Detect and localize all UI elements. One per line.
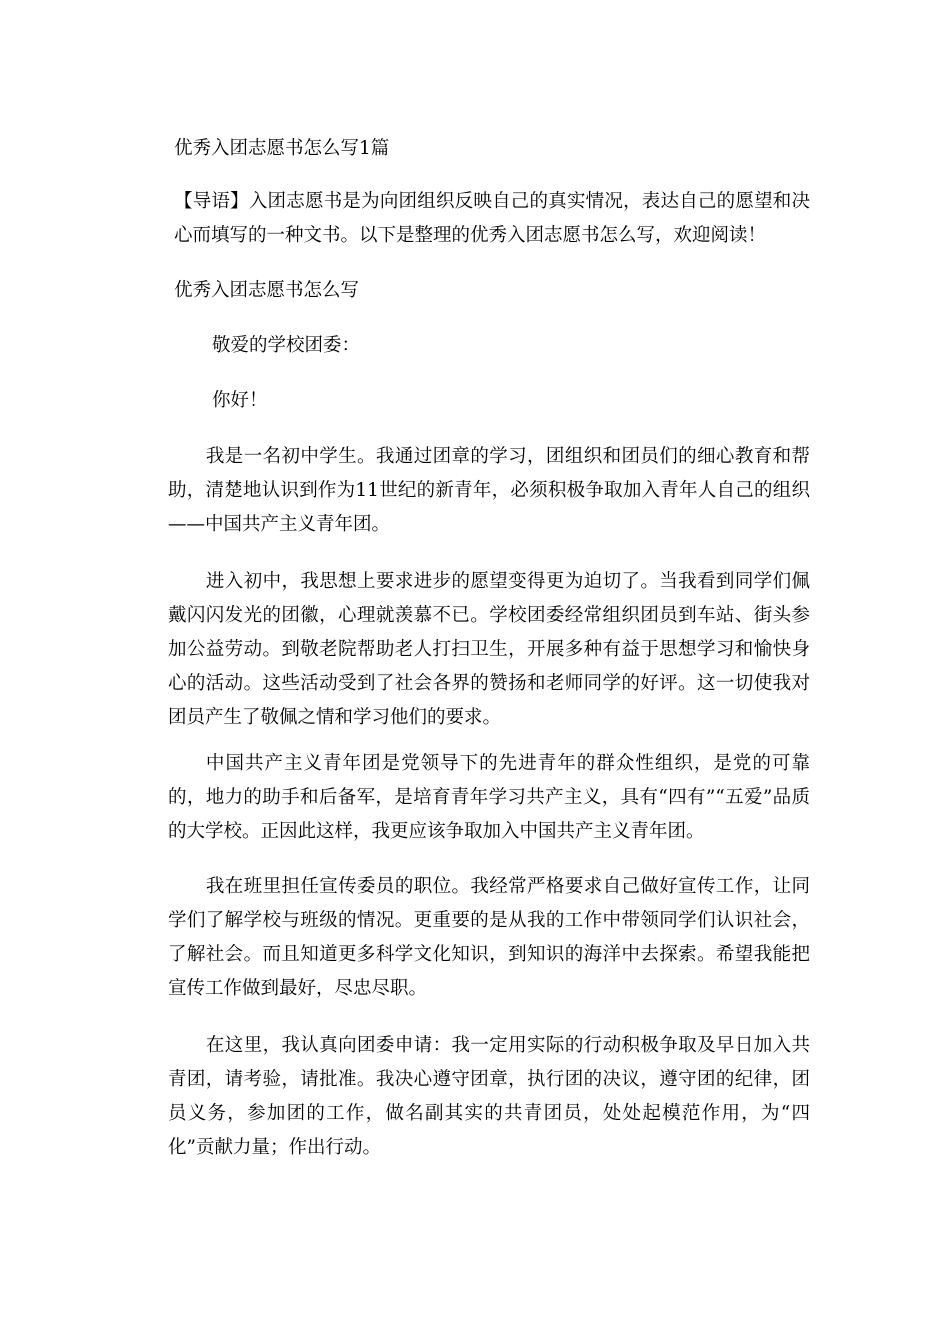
salutation: 敬爱的学校团委： (212, 335, 361, 356)
intro-paragraph: 【导语】入团志愿书是为向团组织反映自己的真实情况，表达自己的愿望和决心而填写的一种文书。以下是整理的优秀入团志愿书怎么写，欢迎阅读！ (174, 191, 810, 246)
document-subtitle: 优秀入团志愿书怎么写 (174, 280, 360, 301)
body-paragraph-1: 我是一名初中学生。我通过团章的学习，团组织和团员们的细心教育和帮助，清楚地认识到作为11世纪的新青年，必须积极争取加入青年人自己的组织——中国共产主义青年团。 (168, 446, 810, 535)
body-paragraph-4: 我在班里担任宣传委员的职位。我经常严格要求自己做好宣传工作，让同学们了解学校与班级的情况。更重要的是从我的工作中带领同学们认识社会，了解社会。而且知道更多科学文化知识，到知识的海洋中去探索。希望我能把宣传工作做到最好，尽忠尽职。 (168, 876, 810, 999)
body-paragraph-2: 进入初中，我思想上要求进步的愿望变得更为迫切了。当我看到同学们佩戴闪闪发光的团徽，心理就羡慕不已。学校团委经常组织团员到车站、街头参加公益劳动。到敬老院帮助老人打扫卫生，开展多种有益于思想学习和愉快身心的活动。这些活动受到了社会各界的赞扬和老师同学的好评。这一切使我对团员产生了敬佩之情和学习他们的要求。 (168, 571, 810, 728)
greeting: 你好！ (212, 390, 268, 411)
document-title: 优秀入团志愿书怎么写1篇 (174, 138, 390, 159)
body-paragraph-3: 中国共产主义青年团是党领导下的先进青年的群众性组织，是党的可靠的，地力的助手和后备军，是培育青年学习共产主义，具有“四有”“五爱”品质的大学校。正因此这样，我更应该争取加入中国共产主义青年团。 (168, 753, 810, 842)
body-paragraph-5: 在这里，我认真向团委申请：我一定用实际的行动积极争取及早日加入共青团，请考验，请批准。我决心遵守团章，执行团的决议，遵守团的纪律，团员义务，参加团的工作，做名副其实的共青团员，处处起模范作用，为“四化”贡献力量；作出行动。 (168, 1035, 810, 1158)
